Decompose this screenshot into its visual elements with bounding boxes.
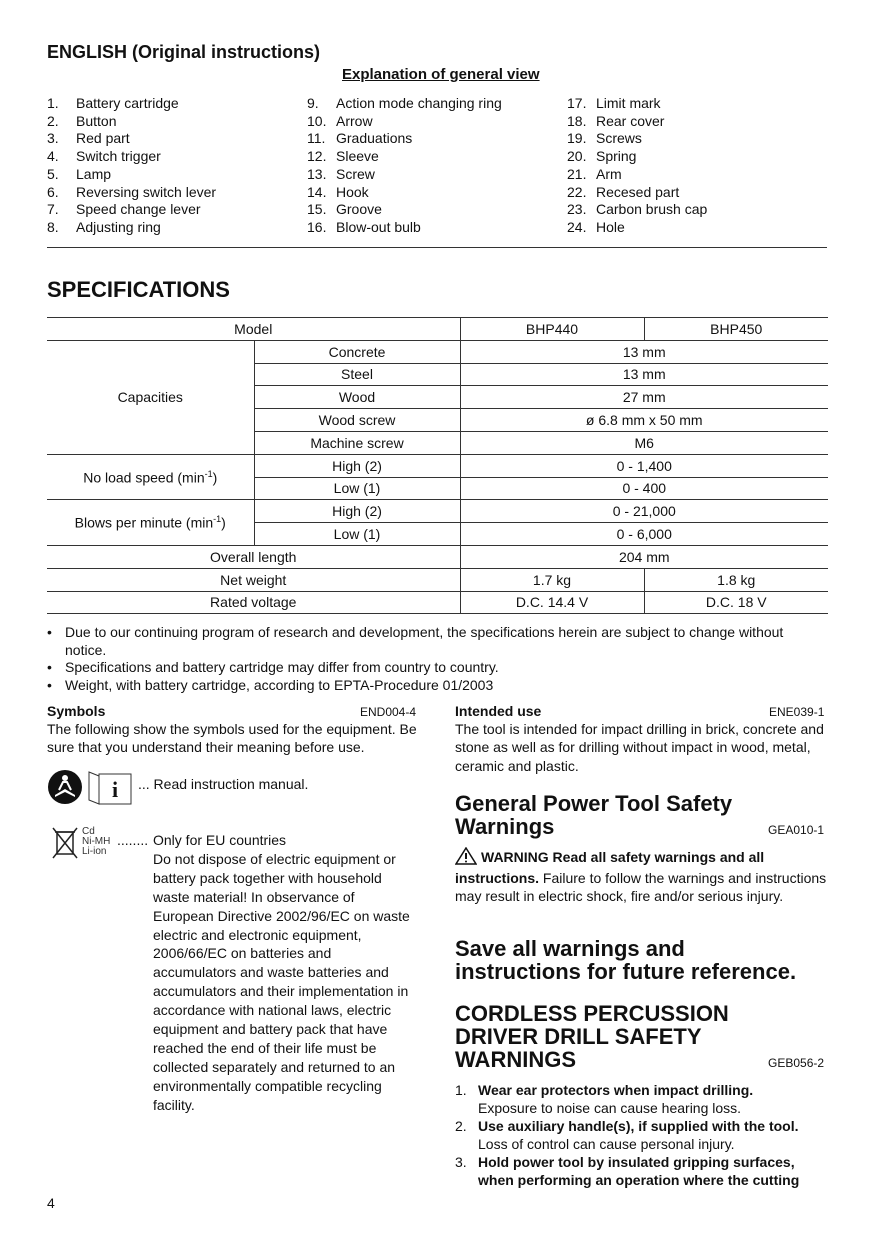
list-item: 1. Battery cartridge: [47, 95, 179, 111]
symbols-intro: The following show the symbols used for the equipment. Be sure that you understand their meaning before use.: [47, 721, 417, 756]
parts-list-col1: [47, 95, 297, 237]
list-item: 2. Use auxiliary handle(s), if supplied with the tool. Loss of control can cause personal injury.: [455, 1118, 799, 1152]
table-cell: Rated voltage: [47, 591, 460, 614]
table-cell: 0 - 21,000: [460, 500, 828, 523]
table-cell: BHP440: [460, 318, 644, 341]
general-safety-title: General Power Tool Safety Warnings: [455, 791, 733, 839]
table-row: [47, 545, 828, 568]
table-cell: D.C. 18 V: [644, 591, 828, 614]
table-cell: M6: [460, 431, 828, 454]
table-cell: Model: [47, 318, 460, 341]
table-cell: 1.8 kg: [644, 568, 828, 591]
table-row: [47, 568, 828, 591]
list-item: 5. Lamp: [47, 165, 112, 182]
manual-icon: [47, 768, 133, 811]
list-item: 2. Button: [47, 112, 117, 129]
intended-use-code: ENE039-1: [769, 705, 825, 719]
battery-types: Cd Ni-MH Li-ion: [82, 826, 111, 857]
table-cell: 27 mm: [460, 386, 828, 409]
table-cell: Net weight: [47, 568, 460, 591]
table-row: [47, 340, 828, 363]
page-number: 4: [47, 1195, 55, 1211]
save-warnings-title: Save all warnings and instructions for future reference.: [455, 936, 797, 984]
svg-text:i: i: [111, 777, 119, 802]
general-safety-code: GEA010-1: [768, 823, 825, 837]
table-cell: 204 mm: [460, 545, 828, 568]
table-cell: Low (1): [254, 477, 460, 500]
list-item: 9. Action mode changing ring: [307, 95, 502, 111]
explanation-title: Explanation of general view: [342, 66, 540, 83]
list-item: 21. Arm: [567, 165, 622, 182]
list-item: 15. Groove: [307, 201, 382, 218]
table-cell: Blows per minute $(\min^{-1})$: [47, 500, 254, 546]
intended-use-text: The tool is intended for impact drilling in brick, concrete and stone as well as for drilling without impact in wood, metal, ceramic and plastic.: [455, 721, 824, 774]
table-cell: Wood screw: [254, 409, 460, 432]
cordless-safety-rules: [455, 1081, 827, 1189]
cordless-safety-code: GEB056-2: [768, 1056, 825, 1070]
table-cell: D.C. 14.4 V: [460, 591, 644, 614]
list-item: 12. Sleeve: [307, 148, 379, 165]
table-cell: 0 - 6,000: [460, 523, 828, 546]
table-cell: 1.7 kg: [460, 568, 644, 591]
list-item: 3. Red part: [47, 130, 130, 147]
table-cell: No load speed $(\min^{-1})$: [47, 454, 254, 500]
table-cell: 0 - 400: [460, 477, 828, 500]
table-row: [47, 500, 828, 523]
specifications-title: SPECIFICATIONS: [47, 277, 230, 302]
parts-list-col2: [307, 95, 557, 237]
table-cell: High (2): [254, 500, 460, 523]
read-manual-text: ... Read instruction manual.: [138, 776, 309, 792]
list-item: 3. Hold power tool by insulated gripping surfaces, when performing an operation where the cutting: [455, 1154, 800, 1188]
list-item: • Specifications and battery cartridge may differ from country to country.: [47, 659, 499, 675]
table-cell: Concrete: [254, 340, 460, 363]
table-cell: High (2): [254, 454, 460, 477]
symbols-title: Symbols: [47, 703, 106, 719]
warning-icon: [455, 847, 477, 869]
document-language-heading: ENGLISH (Original instructions): [47, 42, 321, 62]
list-item: 23. Carbon brush cap: [567, 201, 708, 218]
list-item: 11. Graduations: [307, 130, 413, 147]
table-cell: 13 mm: [460, 340, 828, 363]
specifications-table: [47, 317, 828, 614]
table-cell: Capacities: [47, 340, 254, 454]
list-item: 20. Spring: [567, 148, 637, 165]
table-cell: BHP450: [644, 318, 828, 341]
intended-use-title: Intended use: [455, 703, 542, 719]
table-cell: Low (1): [254, 523, 460, 546]
spec-notes: [47, 624, 827, 694]
list-item: 19. Screws: [567, 130, 642, 147]
table-cell: 13 mm: [460, 363, 828, 386]
table-row: [47, 454, 828, 477]
list-item: • Weight, with battery cartridge, according to EPTA-Procedure 01/2003: [47, 676, 494, 693]
eu-section: Only for EU countries Do not dispose of electric equipment or battery pack together with household waste material! In observance of European Directive 2002/96/EC on waste electric and electronic equipment, 2006/66/EC on batteries and accumulators and waste batteries and accumulators and their implementation in accordance with national laws, electric equipment and battery pack that have reached the end of their life must be collected separately and returned to an environmentally compatible recycling facility.: [153, 832, 410, 1113]
cordless-safety-title: CORDLESS PERCUSSION DRIVER DRILL SAFETY WARNINGS: [455, 1001, 729, 1072]
table-row: [47, 591, 828, 614]
table-cell: Machine screw: [254, 431, 460, 454]
table-row: [47, 318, 828, 341]
list-item: 7. Speed change lever: [47, 201, 201, 218]
list-item: 17. Limit mark: [567, 95, 661, 111]
list-item: 4. Switch trigger: [47, 148, 161, 165]
parts-list-col3: [567, 95, 817, 237]
list-item: 6. Reversing switch lever: [47, 183, 217, 200]
divider: [47, 247, 827, 248]
list-item: 13. Screw: [307, 165, 375, 182]
list-item: 14. Hook: [307, 183, 369, 200]
list-item: • Due to our continuing program of research and development, the specifications herein are subject to change without notice.: [47, 624, 784, 658]
list-item: 10. Arrow: [307, 112, 373, 129]
table-cell: 0 - 1,400: [460, 454, 828, 477]
eu-dots: ........: [117, 832, 149, 848]
list-item: 1. Wear ear protectors when impact drilling. Exposure to noise can cause hearing loss.: [455, 1082, 754, 1116]
list-item: 22. Recesed part: [567, 183, 680, 200]
symbols-code: END004-4: [360, 705, 417, 719]
warning-paragraph: WARNING Read all safety warnings and all instructions. Failure to follow the warnings and instructions may result in electric shock, fire and/or serious injury.: [455, 849, 827, 904]
list-item: 8. Adjusting ring: [47, 218, 161, 235]
crossed-bin-icon: [51, 826, 81, 865]
list-item: 24. Hole: [567, 218, 625, 235]
table-cell: Wood: [254, 386, 460, 409]
list-item: 16. Blow-out bulb: [307, 218, 421, 235]
table-cell: ø 6.8 mm x 50 mm: [460, 409, 828, 432]
table-cell: Overall length: [47, 545, 460, 568]
list-item: 18. Rear cover: [567, 112, 665, 129]
table-cell: Steel: [254, 363, 460, 386]
